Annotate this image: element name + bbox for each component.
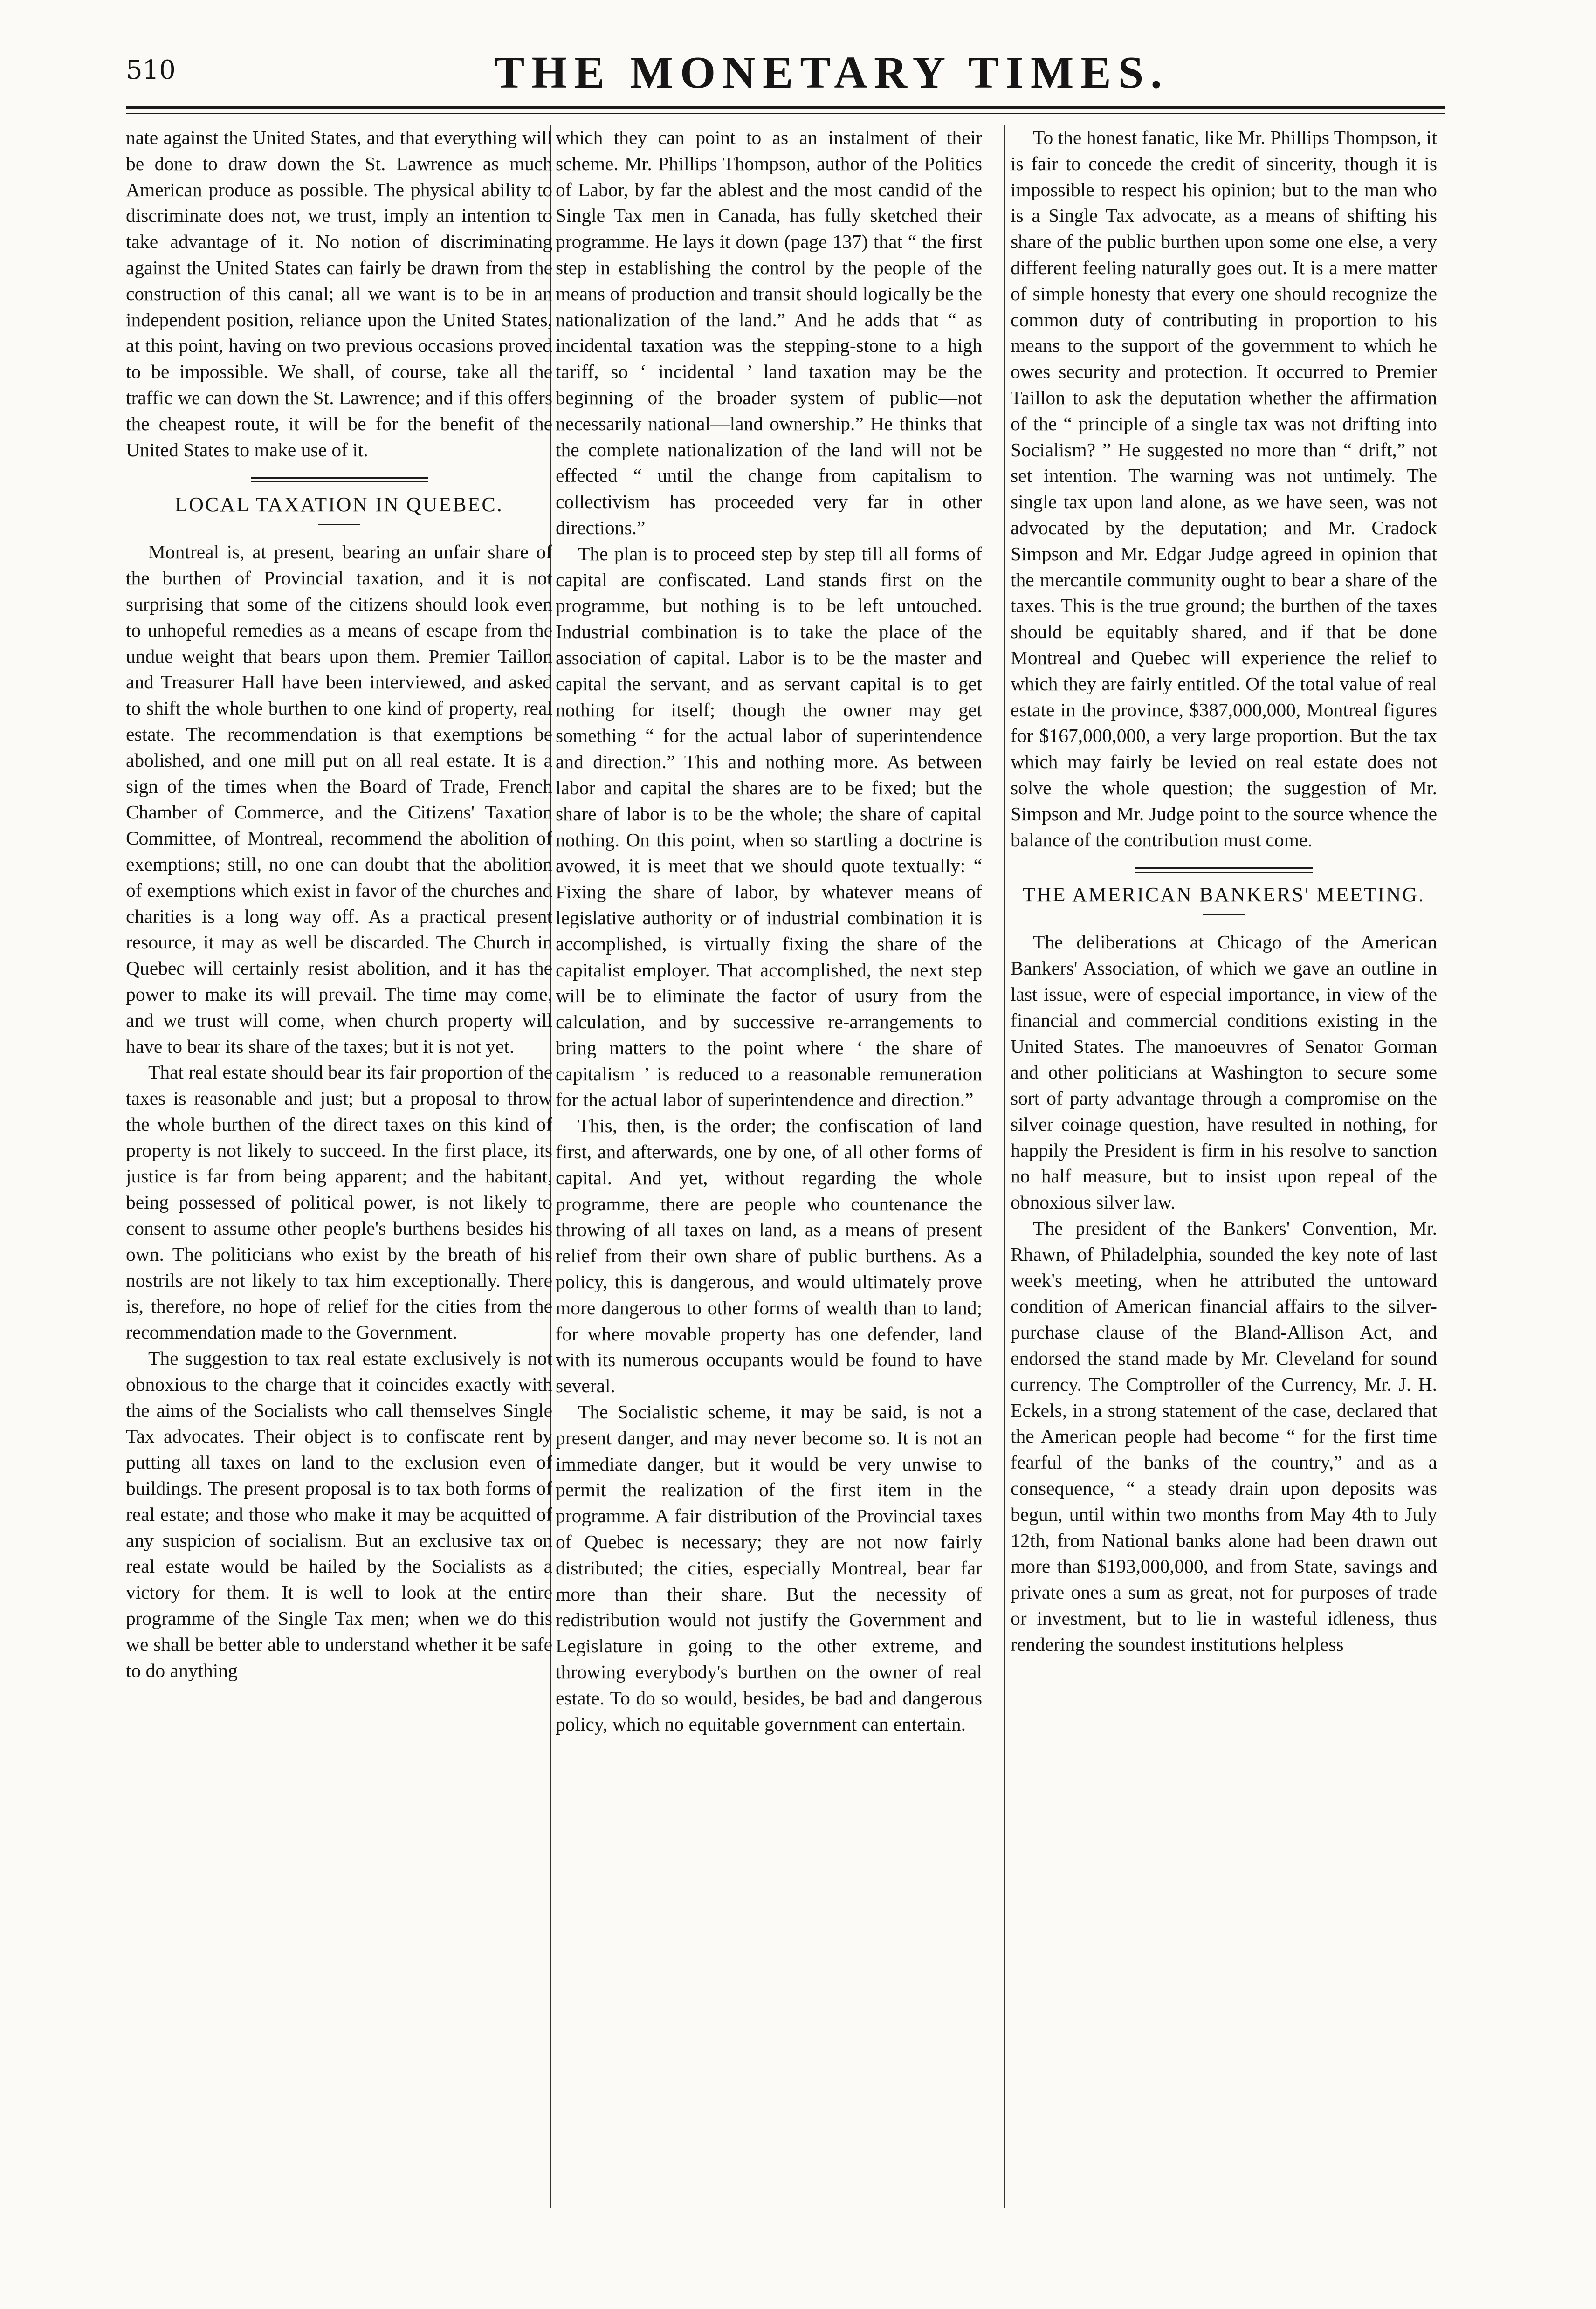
paragraph: To the honest fanatic, like Mr. Phillips Thompson, it is fair to concede the credit of sincerity, though it is impossible to respect his opinion; but to the man who is a Single Tax advocate, as a means of shifting his share of the public burthen upon some one else, a very different feeling naturally goes out. It is a mere matter of simple honesty that every one should recognize the common duty of contributing in proportion to his means to the support of the government to which he owes security and protection. It occurred to Premier Taillon to ask the deputation whether the affirmation of the “ principle of a single tax was not drifting into Socialism? ” He suggested no more than “ drift,” not set intention. The warning was not untimely. The single tax upon land alone, as we have seen, was not advocated by the deputation; and Mr. Cradock Simpson and Mr. Edgar Judge agreed in opinion that the mercantile community ought to bear a share of the taxes. This is the true ground; the burthen of the taxes should be equitably shared, and if that be done Montreal and Quebec will experience the relief to which they are fairly entitled. Of the total value of real estate in the province, $387,000,000, Montreal figures for $167,000,000, a very large proportion. But the tax which may fairly be levied on real estate does not solve the whole question; the suggestion of Mr. Simpson and Mr. Judge point to the source whence the balance of the contribution must come. <box>1011 127 1437 851</box>
paragraph: That real estate should bear its fair proportion of the taxes is reasonable and just; but a proposal to throw the whole burthen of the direct taxes on this kind of property is not likely to succeed. In the first place, its justice is far from being apparent; and the habitant, being possessed of political power, is not likely to consent to assume other people's burthens besides his own. The politicians who exist by the breath of his nostrils are not likely to tax him exceptionally. There is, therefore, no hope of relief for the cities from the recommendation made to the Government. <box>126 1061 552 1343</box>
section-separator <box>251 477 428 482</box>
section-separator <box>1135 867 1313 873</box>
page-number: 510 <box>126 55 176 85</box>
paragraph: which they can point to as an instalment of their scheme. Mr. Phillips Thompson, author of the Politics of Labor, by far the ablest and the most candid of the Single Tax men in Canada, has fully sketched their programme. He lays it down (page 137) that “ the first step in establishing the control by the people of the means of production and transit should logically be the nationalization of the land.” And he adds that “ as incidental taxation was the stepping-stone to a high tariff, so ‘ incidental ’ land taxation may be the beginning of the broader system of public—not necessarily national—land ownership.” He thinks that the complete nationalization of the land will not be effected “ until the change from capitalism to collectivism has proceeded very far in other directions.” <box>556 127 982 538</box>
paragraph: nate against the United States, and that everything will be done to draw down the St. Lawrence as much American produce as possible. The physical ability to discriminate does not, we trust, imply an intention to take advantage of it. No notion of discriminating against the United States can fairly be drawn from the construction of this canal; all we want is to be in an independent position, reliance upon the United States, at this point, having on two previous occasions proved to be impossible. We shall, of course, take all the traffic we can down the St. Lawrence; and if this offers the cheapest route, it will be for the benefit of the United States to make use of it. <box>126 127 552 460</box>
paragraph: The deliberations at Chicago of the American Bankers' Association, of which we gave an outline in last issue, were of especial importance, in view of the financial and commercial conditions existing in the United States. The manoeuvres of Senator Gorman and other politicians at Washington to secure some sort of party advantage through a compromise on the silver coinage question, have resulted in nothing, for happily the President is firm in his resolve to sanction no half measure, but to insist upon repeal of the obnoxious silver law. <box>1011 931 1437 1213</box>
column-divider <box>1004 125 1005 2208</box>
paragraph: Montreal is, at present, bearing an unfair share of the burthen of Provincial taxation, and it is not surprising that some of the citizens should look even to unhopeful remedies as a means of escape from the undue weight that bears upon them. Premier Taillon and Treasurer Hall have been interviewed, and asked to shift the whole burthen to one kind of property, real estate. The recommendation is that exemptions be abolished, and one mill put on all real estate. It is a sign of the times when the Board of Trade, French Chamber of Commerce, and the Citizens' Taxation Committee, of Montreal, recommend the abolition of exemptions; still, no one can doubt that the abolition of exemptions which exist in favor of the churches and charities is a long way off. As a practical present resource, it may as well be discarded. The Church in Quebec will certainly resist abolition, and it has the power to make its will prevail. The time may come, and we trust will come, when church property will have to bear its share of the taxes; but it is not yet. <box>126 541 552 1057</box>
paragraph: The president of the Bankers' Convention, Mr. Rhawn, of Philadelphia, sounded the key note of last week's meeting, when he attributed the untoward condition of American financial affairs to the silver-purchase clause of the Bland-Allison Act, and endorsed the stand made by Mr. Cleveland for sound currency. The Comptroller of the Currency, Mr. J. H. Eckels, in a strong statement of the case, declared that the American people had become “ for the first time fearful of the banks of the country,” and as a consequence, “ a steady drain upon deposits was begun, until within two months from May 4th to July 12th, from National banks alone had been drawn out more than $193,000,000, and from State, savings and private ones a sum as great, not for purposes of trade or investment, but to lie in wasteful idleness, thus rendering the soundest institutions helpless <box>1011 1217 1437 1655</box>
section-heading: THE AMERICAN BANKERS' MEETING. <box>1022 883 1425 907</box>
section-heading: LOCAL TAXATION IN QUEBEC. <box>175 493 503 516</box>
column-left <box>126 125 552 2213</box>
heading-underline <box>318 524 360 525</box>
paragraph: This, then, is the order; the confiscation of land first, and afterwards, one by one, of all other forms of capital. And yet, without regarding the whole programme, there are people who countenance the throwing of all taxes on land, as a means of present relief from their own share of public burthens. As a policy, this is dangerous, and would ultimately prove more dangerous to other forms of wealth than to land; for where movable property has one defender, land with its numerous occupants would be found to have several. <box>556 1115 982 1397</box>
column-middle <box>556 125 982 2213</box>
masthead-rule <box>126 106 1445 109</box>
journal-title: THE MONETARY TIMES. <box>494 48 1169 98</box>
paragraph: The Socialistic scheme, it may be said, is not a present danger, and may never become so. It is not an immediate danger, but it would be very unwise to permit the realization of the first item in the programme. A fair distribution of the Provincial taxes of Quebec is necessary; they are not now fairly distributed; the cities, especially Montreal, bear far more than their share. But the necessity of redistribution would not justify the Government and Legislature in going to the other extreme, and throwing everybody's burthen on the owner of real estate. To do so would, besides, be bad and dangerous policy, which no equitable government can entertain. <box>556 1401 982 1735</box>
column-right <box>1011 125 1437 2213</box>
masthead <box>126 47 1445 98</box>
paragraph: The suggestion to tax real estate exclusively is not obnoxious to the charge that it coincides exactly with the aims of the Socialists who call themselves Single Tax advocates. Their object is to confiscate rent by putting all taxes on land to the exclusion even of buildings. The present proposal is to tax both forms of real estate; and those who make it may be acquitted of any suspicion of socialism. But an exclusive tax on real estate would be hailed by the Socialists as a victory for them. It is well to look at the entire programme of the Single Tax men; when we do this we shall be better able to understand whether it be safe to do anything <box>126 1347 552 1681</box>
paragraph: The plan is to proceed step by step till all forms of capital are confiscated. Land stands first on the programme, but nothing is to be left untouched. Industrial combination is to take the place of the association of capital. Labor is to be the master and capital the servant, and as servant capital is to get nothing for itself; though the owner may get something “ for the actual labor of superintendence and direction.” This and nothing more. As between labor and capital the shares are to be fixed; but the share of labor is to be the whole; the share of capital nothing. On this point, when so startling a doctrine is avowed, it is meet that we should quote textually: “ Fixing the share of labor, by whatever means of legislative authority or of industrial combination it is accomplished, is virtually fixing the share of the capitalist employer. That accomplished, the next step will be to eliminate the factor of usury from the calculation, and by successive re-arrangements to bring matters to the point where ‘ the share of capitalism ’ is reduced to a reasonable remuneration for the actual labor of superintendence and direction.” <box>556 543 982 1111</box>
heading-underline <box>1203 914 1245 915</box>
masthead-rule-thin <box>126 113 1445 114</box>
